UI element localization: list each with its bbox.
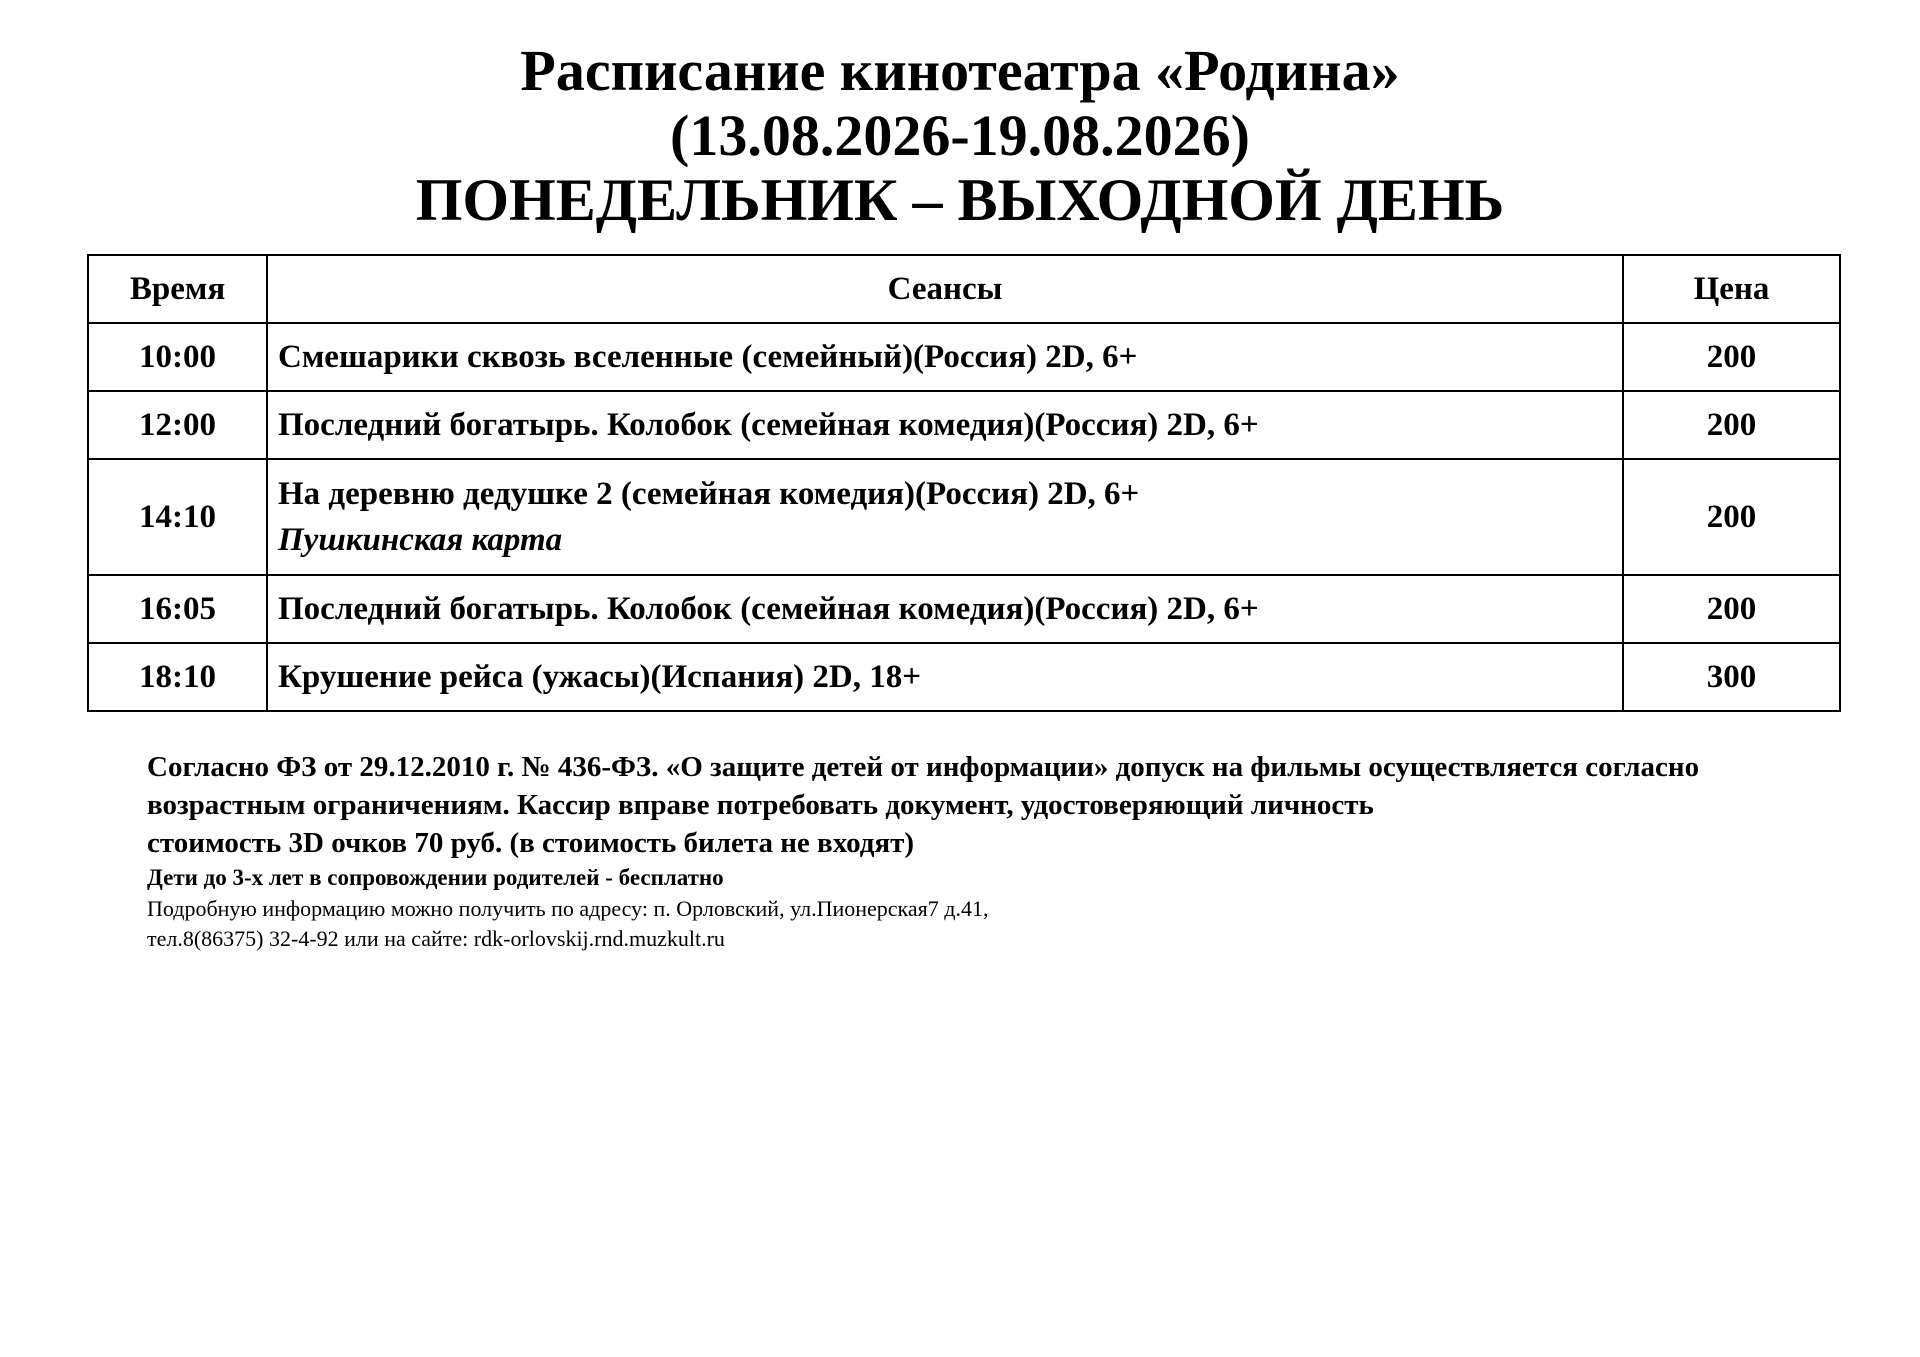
session-price: 300: [1623, 643, 1840, 711]
session-title: [267, 575, 1623, 643]
session-title: [267, 323, 1623, 391]
children-free-notice: Дети до 3-х лет в сопровождении родителей - бесплатно: [147, 865, 724, 890]
footer-notes: [147, 748, 1887, 954]
session-title: [267, 643, 1623, 711]
table-row: [88, 575, 1840, 643]
table-row: [88, 323, 1840, 391]
session-time: 10:00: [88, 323, 267, 391]
session-price: 200: [1623, 391, 1840, 459]
session-time: 16:05: [88, 575, 267, 643]
film-title: Крушение рейса (ужасы)(Испания) 2D, 18+: [278, 659, 922, 695]
session-title: [267, 459, 1623, 575]
schedule-table: [87, 254, 1841, 712]
time-column-header: Время: [88, 255, 267, 323]
page-heading: [0, 38, 1920, 233]
contact-info-line2: тел.8(86375) 32-4-92 или на сайте: rdk-orlovskij.rnd.muzkult.ru: [147, 926, 725, 951]
session-price: 200: [1623, 575, 1840, 643]
law-notice-line1: Согласно ФЗ от 29.12.2010 г. № 436-ФЗ. «О защите детей от информации» допуск на фильмы осуществляется согласно: [147, 751, 1700, 783]
pushkin-card-note: Пушкинская карта: [278, 522, 563, 558]
table-row: [88, 459, 1840, 575]
date-range: (13.08.2026-19.08.2026): [670, 103, 1250, 168]
table-row: [88, 643, 1840, 711]
session-title: [267, 391, 1623, 459]
contact-info-line1: Подробную информацию можно получить по адресу: п. Орловский, ул.Пионерская7 д.41,: [147, 896, 989, 921]
sessions-column-header: Сеансы: [267, 255, 1623, 323]
price-column-header: Цена: [1623, 255, 1840, 323]
film-title: Смешарики сквозь вселенные (семейный)(Россия) 2D, 6+: [278, 339, 1138, 375]
glasses-price-notice: стоимость 3D очков 70 руб. (в стоимость билета не входят): [147, 827, 915, 859]
session-time: 18:10: [88, 643, 267, 711]
session-time: 12:00: [88, 391, 267, 459]
film-title: Последний богатырь. Колобок (семейная комедия)(Россия) 2D, 6+: [278, 407, 1259, 443]
table-header-row: [88, 255, 1840, 323]
table-row: [88, 391, 1840, 459]
cinema-title: Расписание кинотеатра «Родина»: [520, 38, 1400, 103]
law-notice-line2: возрастным ограничениям. Кассир вправе потребовать документ, удостоверяющий личность: [147, 789, 1374, 821]
session-time: 14:10: [88, 459, 267, 575]
session-price: 200: [1623, 459, 1840, 575]
session-price: 200: [1623, 323, 1840, 391]
film-title: На деревню дедушке 2 (семейная комедия)(Россия) 2D, 6+: [278, 476, 1140, 512]
day-off-notice: ПОНЕДЕЛЬНИК – ВЫХОДНОЙ ДЕНЬ: [415, 167, 1505, 233]
film-title: Последний богатырь. Колобок (семейная комедия)(Россия) 2D, 6+: [278, 591, 1259, 627]
